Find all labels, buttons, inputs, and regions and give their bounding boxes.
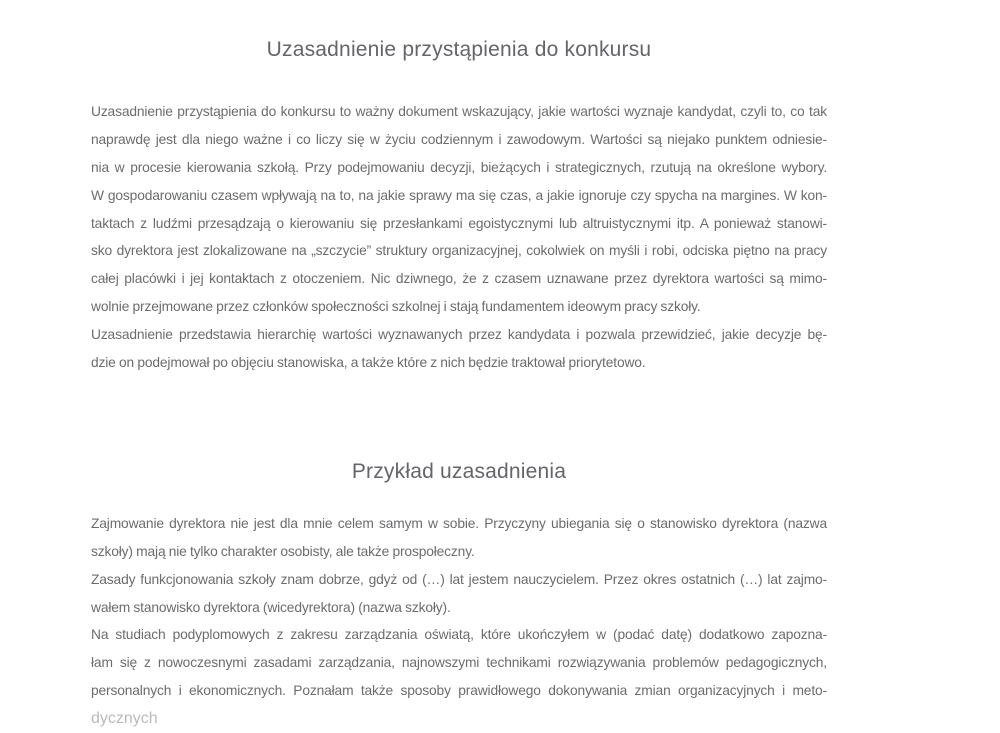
text-line: wałem stanowisko dyrektora (wicedyrektora) (nazwa szkoły). xyxy=(91,599,451,615)
text-line: łam się z nowoczesnymi zasadami zarządzania, najnowszymi technikami rozwiązywania problemów pedagogicznych, xyxy=(91,655,827,671)
text-line: sko dyrektora jest zlokalizowane na „szczycie” struktury organizacyjnej, cokolwiek on myśli i robi, odciska piętno na pracy xyxy=(91,243,827,259)
section-uzasadnienie xyxy=(91,0,827,377)
section-body-uzasadnienie xyxy=(91,98,827,377)
text-line: dzie on podejmował po objęciu stanowiska, a także które z nich będzie traktował priorytetowo. xyxy=(91,355,646,371)
text-line: Zasady funkcjonowania szkoły znam dobrze, gdyż od (…) lat jestem nauczycielem. Przez okres ostatnich (…) lat zajmo- xyxy=(91,571,827,587)
text-line: Na studiach podyplomowych z zakresu zarządzania oświatą, które ukończyłem w (podać datę) dodatkowo zapozna- xyxy=(91,627,827,643)
clipped-text-line: dycznych xyxy=(91,710,158,728)
section-heading-przyklad: Przykład uzasadnienia xyxy=(351,459,567,483)
text-line: Zajmowanie dyrektora nie jest dla mnie celem samym w sobie. Przyczyny ubiegania się o stanowisko dyrektora (nazwa xyxy=(91,515,827,531)
text-line: Uzasadnienie przystąpienia do konkursu to ważny dokument wskazujący, jakie wartości wyznaje kandydat, czyli to, co tak xyxy=(91,104,827,119)
text-line: Uzasadnienie przedstawia hierarchię wartości wyznawanych przez kandydata i pozwala przewidzieć, jakie decyzje bę- xyxy=(91,327,827,343)
text-line: wolnie przejmowane przez członków społeczności szkolnej i stają fundamentem ideowym pracy szkoły. xyxy=(91,299,701,315)
section-przyklad xyxy=(91,458,827,733)
text-line: szkoły) mają nie tylko charakter osobisty, ale także prospołeczny. xyxy=(91,543,475,559)
text-line: całej placówki i jej kontaktach z otoczeniem. Nic dziwnego, że z czasem uznawane przez dyrektora wartości są mimo- xyxy=(91,271,827,287)
text-line: naprawdę jest dla niego ważne i co liczy się w życiu codziennym i zawodowym. Wartości są niejako punktem odniesie- xyxy=(91,131,827,147)
section-heading-uzasadnienie: Uzasadnienie przystąpienia do konkursu xyxy=(266,38,652,61)
text-line: nia w procesie kierowania szkołą. Przy podejmowaniu decyzji, bieżących i strategicznych, rzutują na określone wybory. xyxy=(91,159,827,175)
section-body-przyklad xyxy=(91,510,827,705)
text-line: W gospodarowaniu czasem wpływają na to, na jakie sprawy ma się czas, a jakie ignoruje czy spycha na margines. W kon- xyxy=(91,187,827,203)
text-line: personalnych i ekonomicznych. Poznałam także sposoby prawidłowego dokonywania zmian organizacyjnych i meto- xyxy=(91,683,827,699)
text-line: taktach z ludźmi przesądzają o kierowaniu się przesłankami egoistycznymi lub altruistycznymi itp. A ponieważ stanowi- xyxy=(91,215,827,231)
